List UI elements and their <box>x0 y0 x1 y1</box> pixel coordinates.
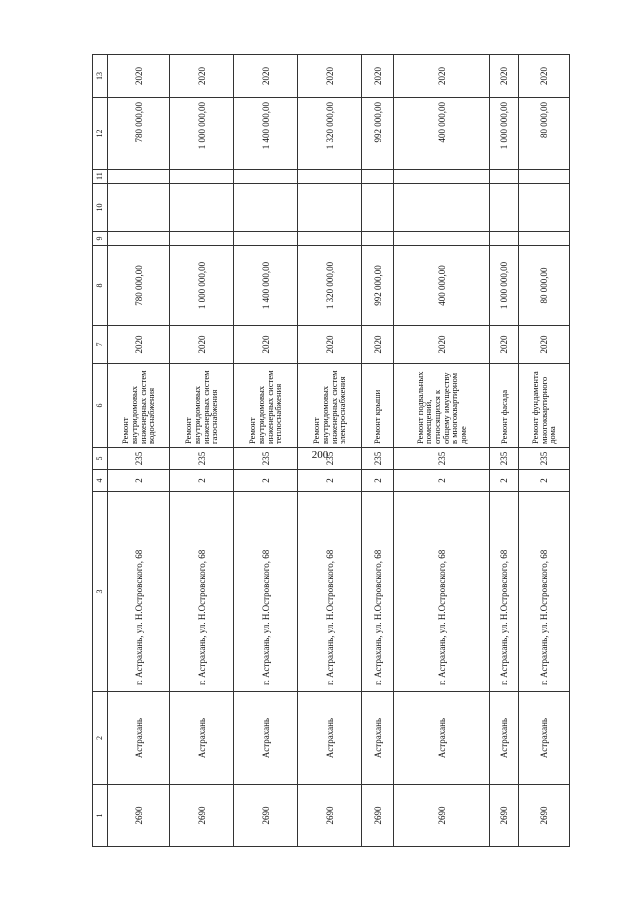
work-type-cell: Ремонт фасада <box>490 364 519 448</box>
entrances-cell: 235 <box>394 448 490 470</box>
column-number: 8 <box>93 246 108 326</box>
floors-cell: 2 <box>298 470 362 492</box>
cost-cell: 400 000,00 <box>394 246 490 326</box>
col9-cell <box>170 232 234 246</box>
completion-year-cell: 2020 <box>298 55 362 98</box>
table-row <box>298 55 362 847</box>
col11-cell <box>490 170 519 184</box>
address-cell: г. Астрахань, ул. Н.Островского, 68 <box>519 492 570 692</box>
work-type-cell: Ремонт внутридомовых инженерных систем водоснабжения <box>108 364 170 448</box>
municipality-cell: Астрахань <box>362 692 394 785</box>
column-number: 4 <box>93 470 108 492</box>
table-row <box>362 55 394 847</box>
work-type-cell: Ремонт внутридомовых инженерных систем электроснабжения <box>298 364 362 448</box>
total-cost-cell: 1 000 000,00 <box>170 98 234 170</box>
municipality-cell: Астрахань <box>108 692 170 785</box>
plan-year-cell: 2020 <box>108 326 170 364</box>
work-type-cell: Ремонт внутридомовых инженерных систем газоснабжения <box>170 364 234 448</box>
column-number: 12 <box>93 98 108 170</box>
address-cell: г. Астрахань, ул. Н.Островского, 68 <box>170 492 234 692</box>
plan-year-cell: 2020 <box>170 326 234 364</box>
completion-year-cell: 2020 <box>108 55 170 98</box>
plan-year-cell: 2020 <box>490 326 519 364</box>
col9-cell <box>108 232 170 246</box>
cost-cell: 80 000,00 <box>519 246 570 326</box>
total-cost-cell: 80 000,00 <box>519 98 570 170</box>
work-type-cell: Ремонт подвальных помещений, относящихся к общему имуществу в многоквартирном доме <box>394 364 490 448</box>
address-cell: г. Астрахань, ул. Н.Островского, 68 <box>490 492 519 692</box>
item-number-cell: 2690 <box>362 785 394 847</box>
total-cost-cell: 400 000,00 <box>394 98 490 170</box>
floors-cell: 2 <box>108 470 170 492</box>
entrances-cell: 235 <box>234 448 298 470</box>
col9-cell <box>362 232 394 246</box>
item-number-cell: 2690 <box>170 785 234 847</box>
cost-cell: 992 000,00 <box>362 246 394 326</box>
total-cost-cell: 1 000 000,00 <box>490 98 519 170</box>
address-cell: г. Астрахань, ул. Н.Островского, 68 <box>108 492 170 692</box>
col11-cell <box>519 170 570 184</box>
col10-cell <box>394 184 490 232</box>
col9-cell <box>298 232 362 246</box>
cost-cell: 1 000 000,00 <box>170 246 234 326</box>
entrances-cell: 235 <box>490 448 519 470</box>
col9-cell <box>234 232 298 246</box>
column-number: 3 <box>93 492 108 692</box>
col10-cell <box>519 184 570 232</box>
col11-cell <box>298 170 362 184</box>
table-row <box>108 55 170 847</box>
table-row <box>234 55 298 847</box>
column-number: 13 <box>93 55 108 98</box>
column-number: 7 <box>93 326 108 364</box>
floors-cell: 2 <box>490 470 519 492</box>
plan-year-cell: 2020 <box>298 326 362 364</box>
total-cost-cell: 992 000,00 <box>362 98 394 170</box>
total-cost-cell: 1 400 000,00 <box>234 98 298 170</box>
column-number: 10 <box>93 184 108 232</box>
col10-cell <box>362 184 394 232</box>
floors-cell: 2 <box>362 470 394 492</box>
plan-year-cell: 2020 <box>362 326 394 364</box>
column-number: 6 <box>93 364 108 448</box>
col11-cell <box>394 170 490 184</box>
floors-cell: 2 <box>394 470 490 492</box>
table-row <box>170 55 234 847</box>
rotated-table-container <box>92 55 558 847</box>
column-number: 9 <box>93 232 108 246</box>
col11-cell <box>108 170 170 184</box>
col11-cell <box>234 170 298 184</box>
total-cost-cell: 1 320 000,00 <box>298 98 362 170</box>
column-number: 11 <box>93 170 108 184</box>
column-number: 1 <box>93 785 108 847</box>
municipality-cell: Астрахань <box>170 692 234 785</box>
completion-year-cell: 2020 <box>170 55 234 98</box>
item-number-cell: 2690 <box>298 785 362 847</box>
plan-year-cell: 2020 <box>394 326 490 364</box>
col9-cell <box>519 232 570 246</box>
col10-cell <box>170 184 234 232</box>
col11-cell <box>170 170 234 184</box>
cost-cell: 1 400 000,00 <box>234 246 298 326</box>
entrances-cell: 235 <box>298 448 362 470</box>
work-type-cell: Ремонт фундамента многоквартирного дома <box>519 364 570 448</box>
municipality-cell: Астрахань <box>519 692 570 785</box>
floors-cell: 2 <box>519 470 570 492</box>
col10-cell <box>234 184 298 232</box>
col11-cell <box>362 170 394 184</box>
col10-cell <box>298 184 362 232</box>
cost-cell: 780 000,00 <box>108 246 170 326</box>
completion-year-cell: 2020 <box>490 55 519 98</box>
item-number-cell: 2690 <box>519 785 570 847</box>
cost-cell: 1 320 000,00 <box>298 246 362 326</box>
address-cell: г. Астрахань, ул. Н.Островского, 68 <box>394 492 490 692</box>
table-row <box>519 55 570 847</box>
floors-cell: 2 <box>234 470 298 492</box>
item-number-cell: 2690 <box>394 785 490 847</box>
municipality-cell: Астрахань <box>234 692 298 785</box>
cost-cell: 1 000 000,00 <box>490 246 519 326</box>
work-type-cell: Ремонт внутридомовых инженерных систем теплоснабжения <box>234 364 298 448</box>
plan-year-cell: 2020 <box>519 326 570 364</box>
municipality-cell: Астрахань <box>490 692 519 785</box>
entrances-cell: 235 <box>108 448 170 470</box>
total-cost-cell: 780 000,00 <box>108 98 170 170</box>
col9-cell <box>490 232 519 246</box>
capital-repair-table <box>92 54 570 847</box>
completion-year-cell: 2020 <box>394 55 490 98</box>
table-row <box>490 55 519 847</box>
address-cell: г. Астрахань, ул. Н.Островского, 68 <box>234 492 298 692</box>
table-row <box>394 55 490 847</box>
entrances-cell: 235 <box>170 448 234 470</box>
col10-cell <box>108 184 170 232</box>
municipality-cell: Астрахань <box>394 692 490 785</box>
completion-year-cell: 2020 <box>362 55 394 98</box>
page-number: 200 <box>311 449 329 461</box>
item-number-cell: 2690 <box>108 785 170 847</box>
col10-cell <box>490 184 519 232</box>
item-number-cell: 2690 <box>234 785 298 847</box>
item-number-cell: 2690 <box>490 785 519 847</box>
column-number-row <box>93 55 108 847</box>
completion-year-cell: 2020 <box>519 55 570 98</box>
municipality-cell: Астрахань <box>298 692 362 785</box>
entrances-cell: 235 <box>362 448 394 470</box>
plan-year-cell: 2020 <box>234 326 298 364</box>
column-number: 2 <box>93 692 108 785</box>
address-cell: г. Астрахань, ул. Н.Островского, 68 <box>298 492 362 692</box>
completion-year-cell: 2020 <box>234 55 298 98</box>
floors-cell: 2 <box>170 470 234 492</box>
col9-cell <box>394 232 490 246</box>
column-number: 5 <box>93 448 108 470</box>
work-type-cell: Ремонт крыши <box>362 364 394 448</box>
entrances-cell: 235 <box>519 448 570 470</box>
address-cell: г. Астрахань, ул. Н.Островского, 68 <box>362 492 394 692</box>
